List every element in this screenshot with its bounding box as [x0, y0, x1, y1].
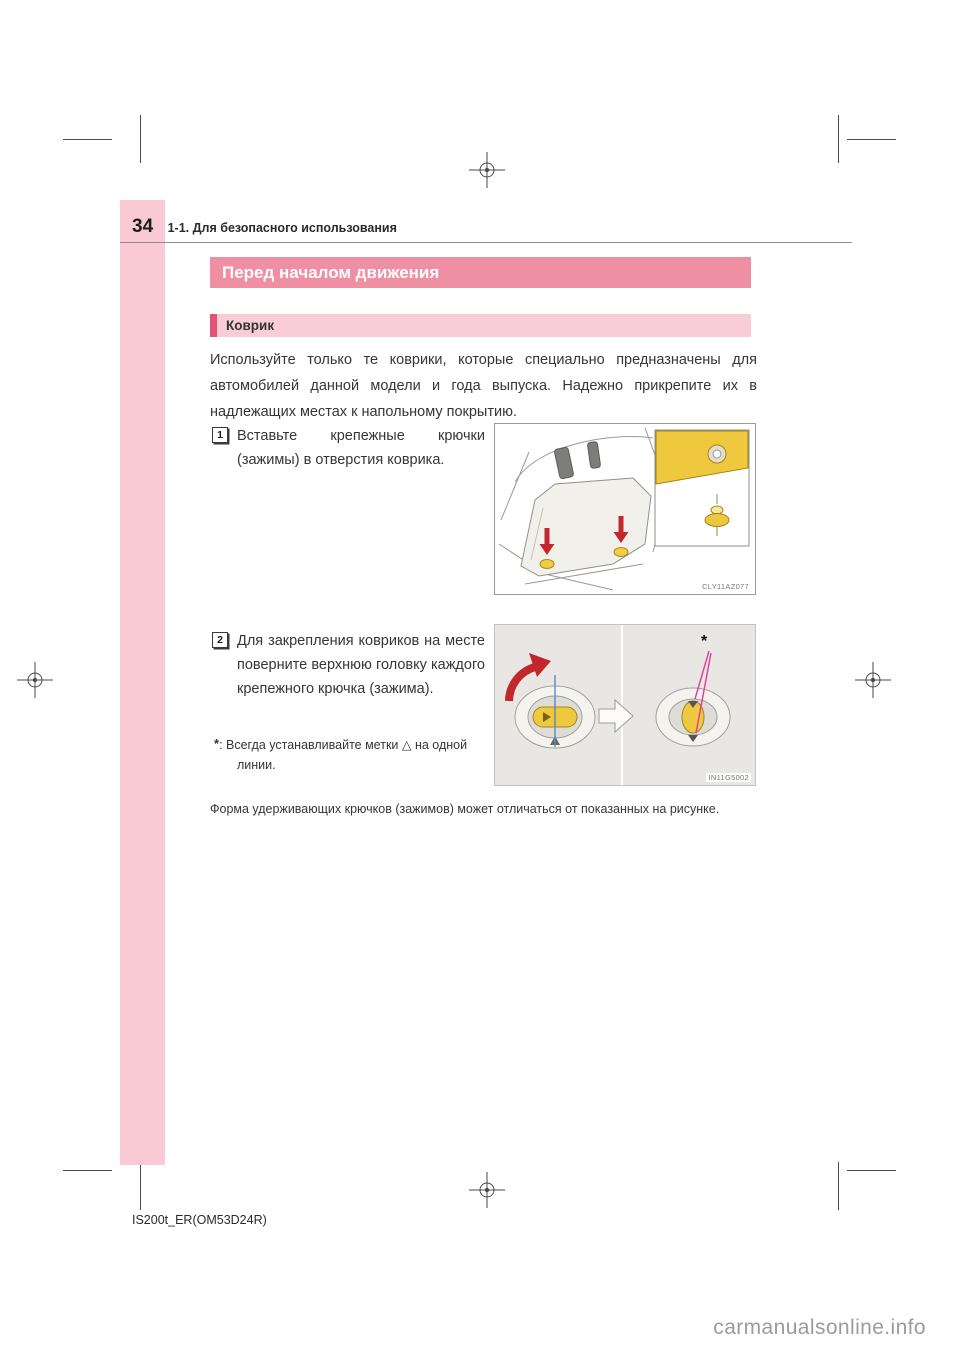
section-header: 1-1. Для безопасного использования [167, 221, 397, 235]
intro-paragraph: Используйте только те коврики, которые специально предназначены для автомобилей данной модели и года выпуска. Надежно прикрепите их в надлежащих местах к напольному покрытию. [210, 352, 757, 420]
hook-locked-view [656, 688, 730, 746]
page-header [132, 216, 832, 238]
crop-mark-bottom-right-vertical [838, 1162, 839, 1210]
registration-mark-left [17, 662, 53, 698]
topic-accent-mark [210, 314, 217, 337]
registration-mark-bottom-center [469, 1172, 505, 1208]
figure-1-code: CLY11AZ077 [702, 582, 749, 591]
watermark: carmanualsonline.info [713, 1316, 926, 1339]
step-2-text: Для закрепления ковриков на месте поверните верхнюю головку каждого крепежного крючка (зажима). [237, 633, 485, 697]
header-divider [120, 242, 852, 243]
hook-rotation-illustration [495, 625, 755, 785]
mat-corner-inset [655, 430, 749, 546]
step-1 [212, 424, 485, 472]
page-number: 34 [132, 216, 154, 237]
step-1-number-badge: 1 [212, 427, 228, 443]
note-paragraph: Форма удерживающих крючков (зажимов) может отличаться от показанных на рисунке. [210, 802, 720, 816]
step-1-text: Вставьте крепежные крючки (зажимы) в отверстия коврика. [237, 428, 485, 468]
chapter-title: Перед началом движения [222, 263, 440, 282]
floor-mat-shape [521, 478, 651, 576]
crop-mark-top-left-vertical [140, 115, 141, 163]
topic-title: Коврик [226, 318, 275, 333]
crop-mark-bottom-left-vertical [140, 1162, 141, 1210]
crop-mark-top-right-horizontal [847, 139, 896, 140]
step-2 [212, 629, 485, 701]
floor-mat-illustration [495, 424, 755, 594]
chapter-color-band [120, 200, 165, 1165]
chapter-title-bar [210, 257, 751, 288]
step-2-number-badge: 2 [212, 632, 228, 648]
document-code: IS200t_ER(OM53D24R) [132, 1213, 267, 1227]
crop-mark-bottom-left-horizontal [63, 1170, 112, 1171]
crop-mark-bottom-right-horizontal [847, 1170, 896, 1171]
crop-mark-top-left-horizontal [63, 139, 112, 140]
registration-mark-top-center [469, 152, 505, 188]
figure-asterisk: * [701, 633, 708, 650]
hook-rotation-figure [494, 624, 756, 786]
footnote-star: * [214, 736, 220, 751]
figure-2-code: IN11G5002 [708, 773, 749, 782]
registration-mark-right [855, 662, 891, 698]
footnote [214, 735, 490, 775]
topic-bar [210, 314, 751, 337]
crop-mark-top-right-vertical [838, 115, 839, 163]
pedal-icons [554, 441, 601, 479]
footnote-text: : Всегда устанавливайте метки △ на одной линии. [219, 738, 468, 772]
floor-mat-figure [494, 423, 756, 595]
